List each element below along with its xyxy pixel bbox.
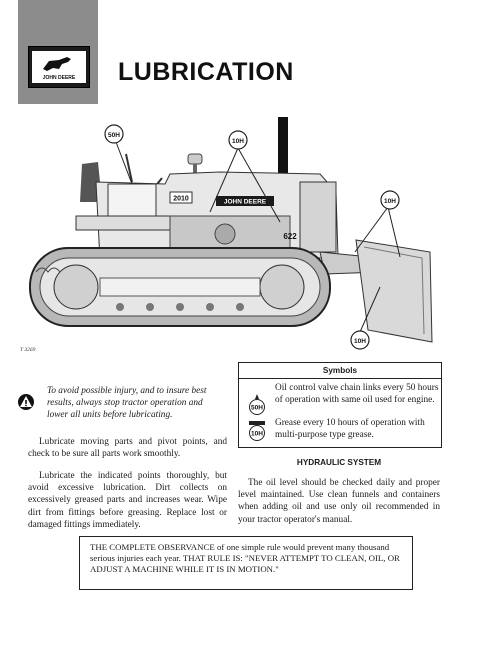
- crawler-tractor-illustration: [20, 112, 440, 362]
- callout-10h-bottom: 10H: [354, 338, 366, 345]
- svg-text:50H: 50H: [251, 404, 263, 412]
- callout-10h-top: 10H: [232, 138, 244, 145]
- model-badge-622: 622: [283, 232, 297, 241]
- svg-text:10H: 10H: [251, 430, 263, 438]
- callout-50h: 50H: [108, 132, 120, 139]
- figure-number: T 3269: [20, 347, 36, 353]
- john-deere-logo: [28, 46, 90, 88]
- symbol-10h-description: Grease every 10 hours of operation with multi-purpose type grease.: [275, 418, 425, 440]
- oil-can-50h-icon: [245, 393, 269, 415]
- symbols-heading: Symbols: [239, 363, 441, 379]
- safety-warning-text: To avoid possible injury, and to insure best results, always stop tractor operation and lower all units before lubricating.: [47, 386, 207, 421]
- header-logo-bar: [18, 0, 98, 104]
- page-title: LUBRICATION: [118, 58, 294, 86]
- safety-rule-box: [79, 536, 413, 590]
- model-badge-john-deere: JOHN DEERE: [223, 198, 267, 206]
- paragraph-lubricate-points: Lubricate the indicated points thoroughly, but avoid excessive lubrication. Dirt collects on excessively greased parts and increases wear. Wipe dirt from fittings before greasing. Replace lost or damaged fittings immediately.: [28, 471, 227, 530]
- model-badge-2010: 2010: [173, 195, 189, 203]
- safety-alert-icon: [17, 393, 35, 411]
- symbols-legend-box: [238, 362, 442, 448]
- callout-10h-right: 10H: [384, 198, 396, 205]
- hydraulic-system-text: The oil level should be checked daily and proper level maintained. Use clean funnels and containers when adding oil and use only oil recommended in your tractor operator's manual.: [238, 478, 440, 525]
- symbol-50h-description: Oil control valve chain links every 50 hours of operation with same oil used for engine.: [275, 383, 439, 405]
- svg-text:JOHN DEERE: JOHN DEERE: [42, 75, 76, 81]
- grease-gun-10h-icon: [245, 419, 269, 441]
- paragraph-lubricate-moving-parts: Lubricate moving parts and pivot points, and check to be sure all parts work smoothly.: [28, 437, 227, 460]
- hydraulic-system-heading: HYDRAULIC SYSTEM: [296, 458, 382, 467]
- safety-rule-text: THE COMPLETE OBSERVANCE of one simple rule would prevent many thousand serious injuries each year. THAT RULE IS: "NEVER ATTEMPT TO CLEAN, OIL, OR ADJUST A MACHINE WHILE IT IS IN MOTION.": [90, 542, 400, 574]
